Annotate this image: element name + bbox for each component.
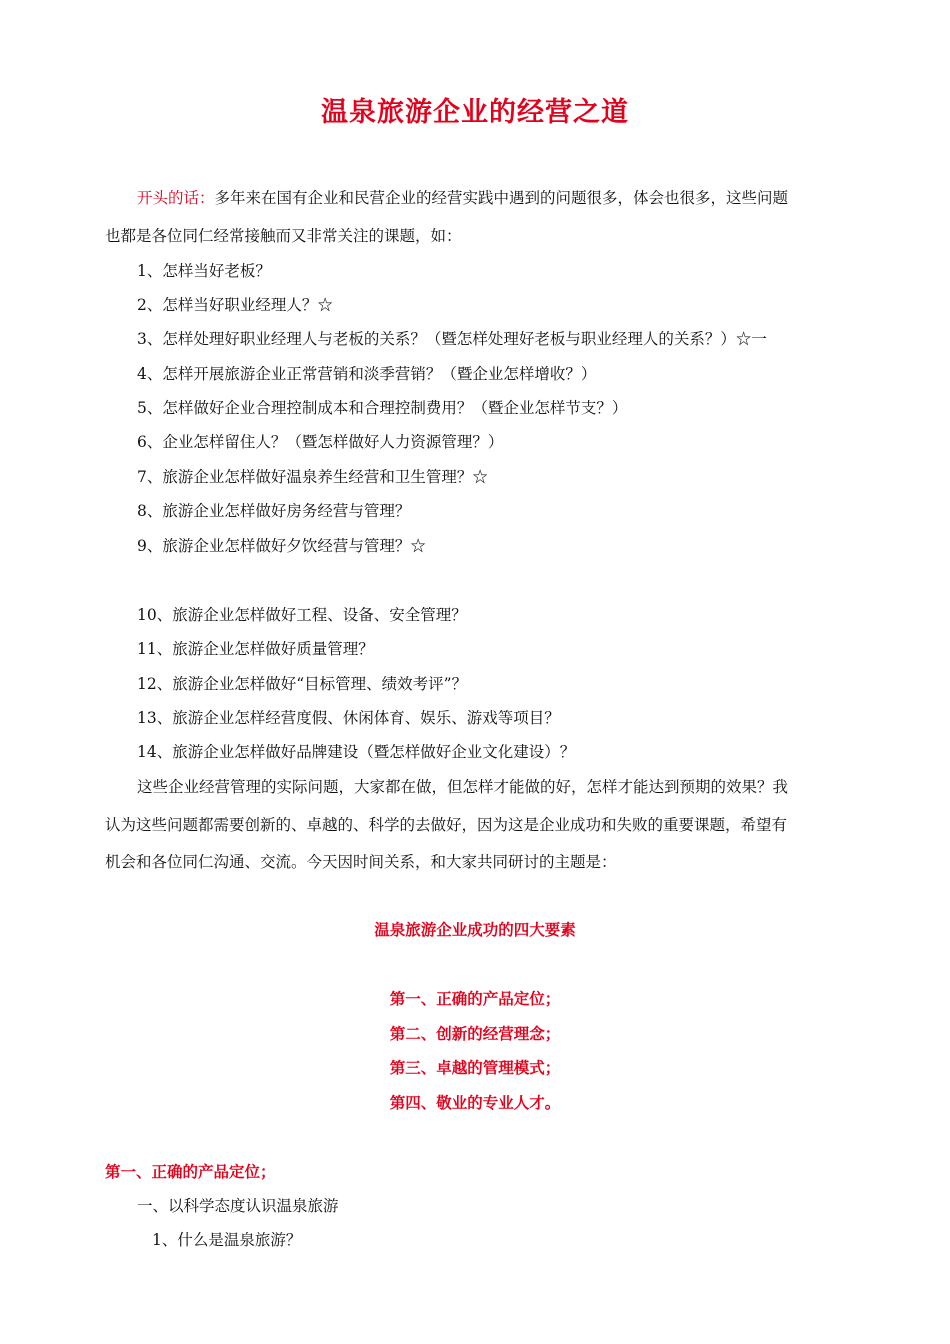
question-item: 5、怎样做好企业合理控制成本和合理控制费用？（暨企业怎样节支？）	[137, 399, 628, 417]
intro-line-1	[137, 188, 788, 208]
theme-heading: 温泉旅游企业成功的四大要素	[374, 920, 576, 939]
question-item: 2、怎样当好职业经理人？☆	[137, 296, 333, 314]
summary-line-3: 机会和各位同仁沟通、交流。今天因时间关系，和大家共同研讨的主题是：	[105, 853, 617, 871]
question-item: 13、旅游企业怎样经营度假、休闲体育、娱乐、游戏等项目？	[137, 709, 560, 727]
question-item: 8、旅游企业怎样做好房务经营与管理？	[137, 502, 411, 520]
intro-line-2: 也都是各位同仁经常接触而又非常关注的课题，如：	[105, 227, 462, 245]
document-title: 温泉旅游企业的经营之道	[321, 97, 629, 128]
question-item: 9、旅游企业怎样做好夕饮经营与管理？☆	[137, 537, 426, 555]
question-item: 7、旅游企业怎样做好温泉养生经营和卫生管理？☆	[137, 468, 488, 486]
question-item: 1、怎样当好老板？	[137, 262, 271, 280]
element-item: 第一、正确的产品定位；	[389, 989, 561, 1008]
question-item: 3、怎样处理好职业经理人与老板的关系？（暨怎样处理好老板与职业经理人的关系？）☆一	[137, 330, 767, 348]
question-item: 10、旅游企业怎样做好工程、设备、安全管理？	[137, 606, 467, 624]
question-item: 11、旅游企业怎样做好质量管理？	[137, 640, 374, 658]
question-item: 6、企业怎样留住人？（暨怎样做好人力资源管理？）	[137, 433, 504, 451]
element-item: 第二、创新的经营理念；	[389, 1024, 561, 1043]
summary-line-1: 这些企业经营管理的实际问题，大家都在做，但怎样才能做的好，怎样才能达到预期的效果？我	[137, 778, 789, 796]
question-item: 12、旅游企业怎样做好“目标管理、绩效考评”？	[137, 675, 468, 693]
intro-text-1: 多年来在国有企业和民营企业的经营实践中遇到的问题很多，体会也很多，这些问题	[214, 189, 789, 207]
intro-label: 开头的话：	[137, 189, 215, 207]
subsection-heading: 一、以科学态度认识温泉旅游	[137, 1197, 339, 1215]
section-heading: 第一、正确的产品定位；	[105, 1162, 276, 1181]
element-item: 第三、卓越的管理模式；	[389, 1058, 561, 1077]
question-item: 14、旅游企业怎样做好品牌建设（暨怎样做好企业文化建设）？	[137, 743, 576, 761]
subsubsection-heading: 1、什么是温泉旅游？	[152, 1231, 302, 1249]
element-item: 第四、敬业的专业人才。	[389, 1093, 561, 1112]
question-item: 4、怎样开展旅游企业正常营销和淡季营销？（暨企业怎样增收？）	[137, 365, 597, 383]
summary-line-2: 认为这些问题都需要创新的、卓越的、科学的去做好，因为这是企业成功和失败的重要课题，希望有	[105, 816, 788, 834]
